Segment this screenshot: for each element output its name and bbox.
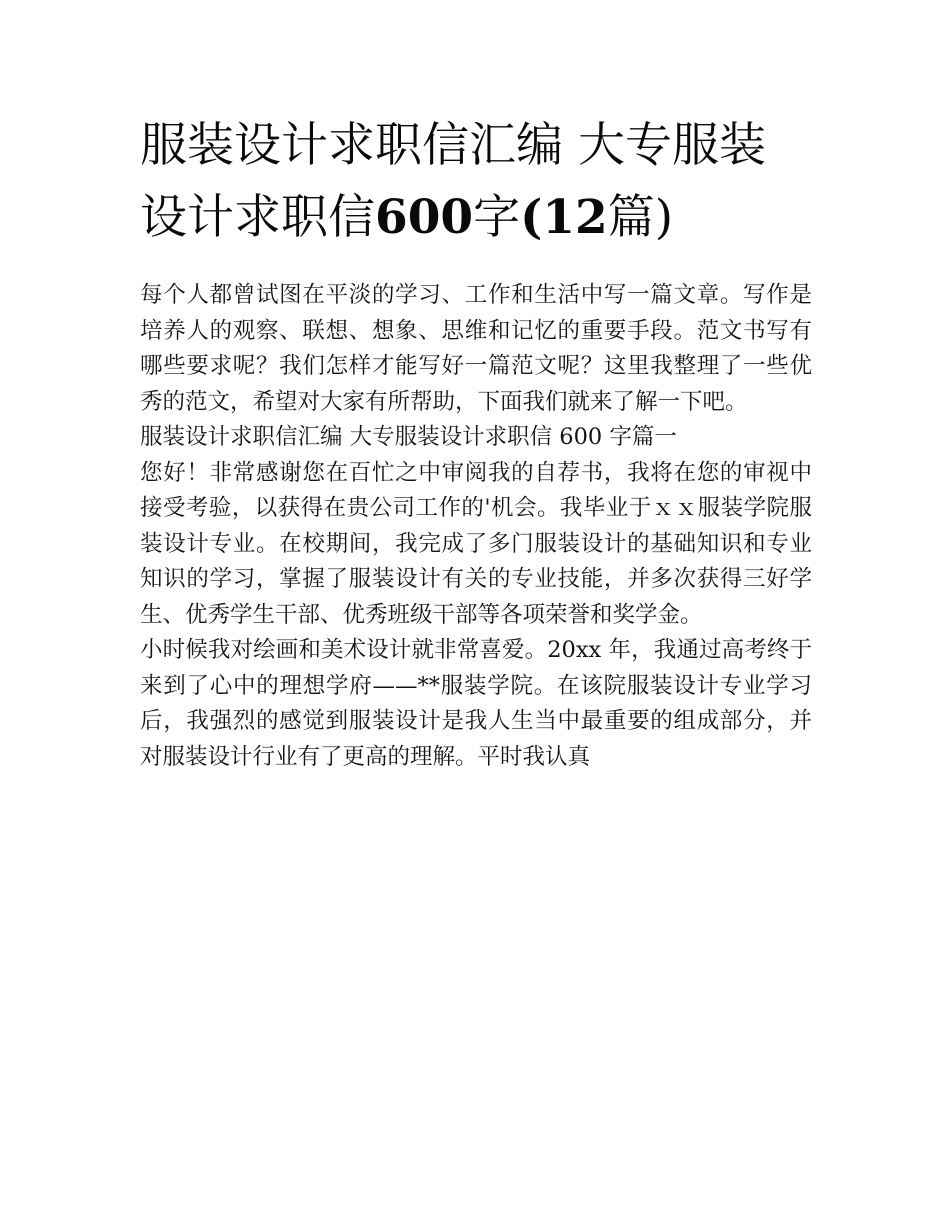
title-text-part2: 字 [473, 190, 521, 245]
body-paragraph: 您好！非常感谢您在百忙之中审阅我的自荐书，我将在您的审视中接受考验，以获得在贵公司工作的'机会。我毕业于ｘｘ服装学院服装设计专业。在校期间，我完成了多门服装设计的基础知识和专业知识的学习，掌握了服装设计有关的专业技能，并多次获得三好学生、优秀学生干部、优秀班级干部等各项荣誉和奖学金。 [140, 459, 812, 628]
section-heading: 服装设计求职信汇编 大专服装设计求职信 600 字篇一 [140, 424, 677, 450]
title-number: 600 [375, 190, 474, 245]
body-paragraph: 小时候我对绘画和美术设计就非常喜爱。20xx 年，我通过高考终于来到了心中的理想学府——**服装学院。在该院服装设计专业学习后，我强烈的感觉到服装设计是我人生当中最重要的组成部分，并对服装设计行业有了更高的理解。平时我认真 [140, 637, 812, 770]
intro-paragraph: 每个人都曾试图在平淡的学习、工作和生活中写一篇文章。写作是培养人的观察、联想、想象、思维和记忆的重要手段。范文书写有哪些要求呢？我们怎样才能写好一篇范文呢？这里我整理了一些优秀的范文，希望对大家有所帮助，下面我们就来了解一下吧。 [140, 282, 812, 415]
title-count: (12 [520, 190, 608, 245]
title-text-part1: 服装设计求职信汇编 大专服装设计求职信 [140, 118, 766, 245]
document-content [140, 110, 812, 775]
document-body [140, 278, 812, 775]
document-title [140, 110, 812, 254]
title-text-part3: 篇) [607, 190, 674, 245]
